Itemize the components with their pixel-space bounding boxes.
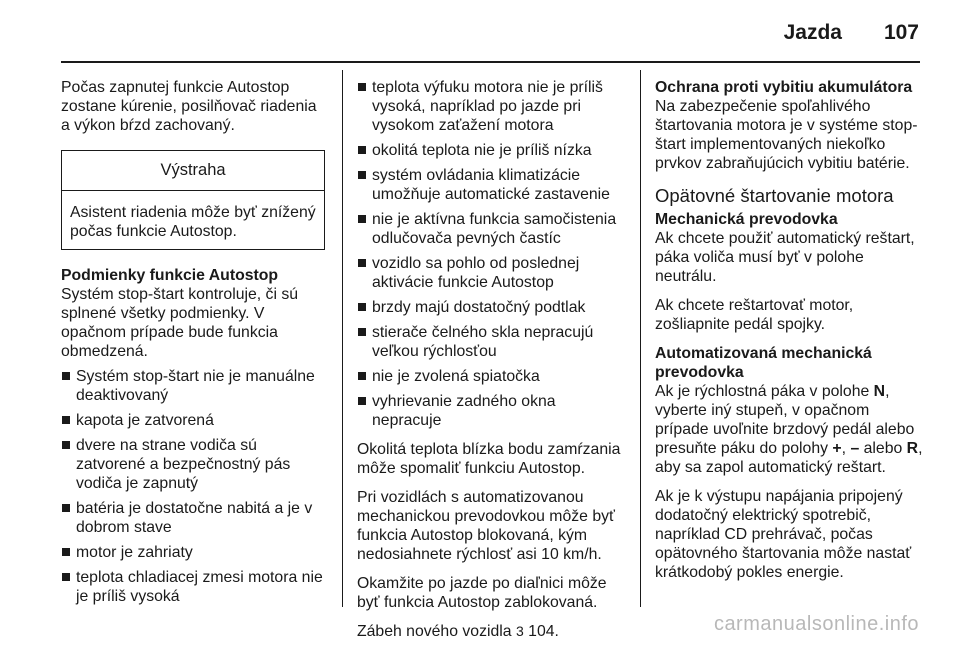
bullet-square-icon	[358, 397, 366, 405]
manual-gearbox-p1: Ak chcete použiť automatický reštart, páka voliča musí byť v polohe neutrálu.	[655, 230, 915, 285]
list-item-text: motor je zahriaty	[76, 544, 193, 561]
conditions-list-1	[61, 367, 326, 606]
list-item	[61, 543, 326, 562]
amt-p1-text-b: , vyberte iný stupeň, v opačnom prípade uvoľnite brzdový pedál alebo presuňte páku do polohy	[655, 383, 915, 457]
warning-text: Asistent riadenia môže byť znížený počas funkcie Autostop.	[70, 204, 316, 240]
list-item-text: teplota chladiacej zmesi motora nie je príliš vysoká	[76, 569, 323, 605]
conditions-title: Podmienky funkcie Autostop	[61, 267, 279, 284]
list-item-text: systém ovládania klimatizácie umožňuje automatické zastavenie	[372, 167, 610, 203]
bullet-square-icon	[358, 146, 366, 154]
page-ref-arrow-icon: 3	[515, 623, 524, 639]
bullet-square-icon	[62, 441, 70, 449]
amt-paragraph: Pri vozidlách s automatizovanou mechanickou prevodovkou môže byť funkcia Autostop blokovaná, kým nedosiahnete rýchlosť asi 10 km/h.	[357, 489, 615, 563]
bullet-square-icon	[62, 372, 70, 380]
watermark: carmanualsonline.info	[713, 613, 919, 635]
list-item-text: vozidlo sa pohlo od poslednej aktivácie funkcie Autostop	[372, 255, 580, 291]
bullet-square-icon	[358, 171, 366, 179]
amt-title: Automatizovaná mechanická prevodovka	[655, 345, 872, 381]
list-item-text: brzdy majú dostatočný podtlak	[372, 299, 586, 316]
bullet-square-icon	[62, 548, 70, 556]
list-item	[357, 323, 625, 361]
list-item	[357, 166, 625, 204]
highway-paragraph: Okamžite po jazde po diaľnici môže byť funkcia Autostop zablokovaná.	[357, 575, 607, 611]
column-divider-2	[640, 70, 641, 607]
list-item	[61, 436, 326, 493]
header-rule	[61, 61, 920, 63]
column-divider-1	[342, 70, 343, 607]
warning-box	[61, 150, 325, 250]
bullet-square-icon	[62, 416, 70, 424]
section-title: Jazda	[783, 21, 842, 44]
list-item-text: okolitá teplota nie je príliš nízka	[372, 142, 592, 159]
conditions-list-2	[357, 78, 625, 430]
list-item	[61, 568, 326, 606]
cold-temp-paragraph: Okolitá teplota blízka bodu zamŕzania môže spomaliť funkciu Autostop.	[357, 441, 621, 477]
list-item	[357, 210, 625, 248]
list-item-text: Systém stop-štart nie je manuálne deaktivovaný	[76, 368, 315, 404]
list-item	[357, 298, 625, 317]
manual-gearbox-p2: Ak chcete reštartovať motor, zošliapnite pedál spojky.	[655, 297, 854, 333]
list-item	[357, 141, 625, 160]
amt-p1-sep: ,	[841, 440, 847, 457]
intro-paragraph: Počas zapnutej funkcie Autostop zostane kúrenie, posilňovač riadenia a výkon bŕzd zachovaný.	[61, 79, 317, 134]
list-item	[357, 367, 625, 386]
list-item-text: kapota je zatvorená	[76, 412, 214, 429]
position-minus: –	[850, 440, 860, 457]
list-item-text: batéria je dostatočne nabitá a je v dobrom stave	[76, 500, 313, 536]
warning-title: Výstraha	[62, 151, 324, 191]
restart-heading: Opätovné štartovanie motora	[655, 185, 894, 206]
battery-title: Ochrana proti vybitiu akumulátora	[655, 79, 913, 96]
list-item-text: stierače čelného skla nepracujú veľkou rýchlosťou	[372, 324, 594, 360]
bullet-square-icon	[62, 573, 70, 581]
bullet-square-icon	[358, 215, 366, 223]
bullet-square-icon	[358, 259, 366, 267]
break-in-page-ref[interactable]: 104.	[528, 623, 559, 640]
amt-p1-text-c: , aby sa zapol automatický reštart.	[655, 440, 923, 476]
position-n: N	[873, 383, 886, 400]
list-item	[61, 367, 326, 405]
conditions-text: Systém stop-štart kontroluje, či sú splnené všetky podmienky. V opačnom prípade bude funkcia obmedzená.	[61, 286, 299, 360]
manual-gearbox-title: Mechanická prevodovka	[655, 211, 838, 228]
column-2	[357, 78, 625, 651]
page-number: 107	[883, 21, 919, 44]
list-item-text: dvere na strane vodiča sú zatvorené a bezpečnostný pás vodiča je zapnutý	[76, 437, 291, 492]
bullet-square-icon	[358, 83, 366, 91]
bullet-square-icon	[62, 504, 70, 512]
column-1	[61, 78, 326, 616]
list-item-text: teplota výfuku motora nie je príliš vysoká, napríklad po jazde pri vysokom zaťažení motora	[372, 79, 603, 134]
bullet-square-icon	[358, 328, 366, 336]
page-header	[0, 0, 960, 62]
position-r: R	[906, 440, 919, 457]
list-item-text: nie je aktívna funkcia samočistenia odlučovača pevných častíc	[372, 211, 617, 247]
list-item	[357, 392, 625, 430]
list-item-text: vyhrievanie zadného okna nepracuje	[372, 393, 556, 429]
break-in-paragraph	[357, 622, 625, 641]
list-item-text: nie je zvolená spiatočka	[372, 368, 540, 385]
battery-text: Na zabezpečenie spoľahlivého štartovania motora je v systéme stop-štart implementovaných niekoľko prvkov zabraňujúcich vybitiu batérie.	[655, 98, 918, 172]
amt-p1	[655, 382, 925, 477]
bullet-square-icon	[358, 372, 366, 380]
amt-p2: Ak je k výstupu napájania pripojený dodatočný elektrický spotrebič, napríklad CD prehrávač, počas opätovného štartovania môže nastať krátkodobý pokles energie.	[655, 488, 912, 581]
position-plus: +	[832, 440, 842, 457]
list-item	[357, 254, 625, 292]
bullet-square-icon	[358, 303, 366, 311]
list-item	[357, 78, 625, 135]
amt-p1-text-a: Ak je rýchlostná páka v polohe	[655, 383, 870, 400]
break-in-text: Zábeh nového vozidla	[357, 623, 512, 640]
list-item	[61, 499, 326, 537]
amt-p1-or: alebo	[863, 440, 903, 457]
list-item	[61, 411, 326, 430]
column-3	[655, 78, 925, 592]
